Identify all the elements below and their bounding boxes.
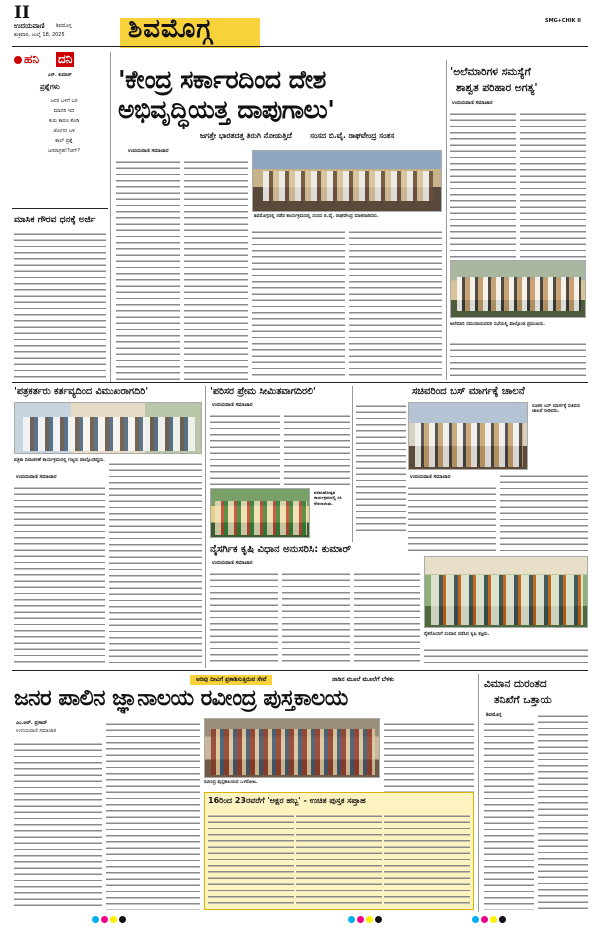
library-byline-2: ಉದಯವಾಣಿ ಸಮಾಚಾರ: [16, 728, 57, 734]
library-box-col2: [296, 812, 382, 906]
page-code: SMG+CHIK II: [545, 18, 581, 24]
mid-left-body-col1: [14, 484, 105, 666]
lead-headline-2: ಅಭಿವೃದ್ಧಿಯತ್ತ ದಾಪುಗಾಲು': [118, 95, 335, 124]
mid-left-photo-caption: ಪತ್ರಿಕಾ ದಿನಾಚರಣೆ ಕಾರ್ಯಕ್ರಮದಲ್ಲಿ ಗಣ್ಯರು ಪಾಲ್ಗೊಂಡಿದ್ದರು.: [14, 458, 105, 463]
sidebar-article-title: ಮಾಸಿಕ ಗೌರವ ಧನಕ್ಕೆ ಅರ್ಜಿ: [14, 215, 96, 225]
registration-dot-icon: [92, 916, 99, 923]
right-top-body-col2: [520, 110, 586, 258]
lead-body-col2: [184, 158, 248, 380]
mid-right-photo-caption: ನೂತನ ಬಸ್ ಮಾರ್ಗಕ್ಕೆ ಸಚಿವರು ಚಾಲನೆ ನೀಡಿದರು.: [532, 404, 581, 415]
sidebar-line: ಮಾದರಿ ಇದ: [53, 108, 75, 114]
sidebar-line: ಜನರಾಗ್ರಹ!?ಚಿಗ್?: [48, 148, 80, 154]
registration-dot-icon: [110, 916, 117, 923]
registration-dot-icon: [375, 916, 382, 923]
library-box-col3: [384, 812, 470, 906]
library-byline: ಎಂ.ಆರ್. ಪ್ರಸಾದ್: [16, 720, 48, 726]
farming-photo: [424, 556, 588, 628]
sidebar-line: ಕಾಲ್ ಪ್ರಶ್ನೆ: [55, 138, 73, 144]
lead-body-col1: [116, 158, 180, 380]
column-divider: [352, 386, 353, 542]
lead-subhead-left: ಜಗತ್ತೇ ಭಾರತದತ್ತ ತಿರುಗಿ ನೋಡುತ್ತಿದೆ: [200, 131, 292, 140]
mid-left-headline: 'ಪತ್ರಕರ್ತರು ಕರ್ತವ್ಯದಿಂದ ವಿಮುಖರಾಗದಿರಿ': [14, 386, 149, 397]
lead-photo-caption: ಶಿವಮೊಗ್ಗದಲ್ಲಿ ನಡೆದ ಕಾರ್ಯಕ್ರಮದಲ್ಲಿ ಸಂಸದ ಬಿ.ವೈ. ರಾಘವೇಂದ್ರ ಮಾತನಾಡಿದರು.: [254, 214, 379, 219]
right-top-body-col3: [450, 340, 586, 380]
registration-dot-icon: [481, 916, 488, 923]
library-headline: ಜನರ ಪಾಲಿನ ಜ್ಞಾನಾಲಯ ರವೀಂದ್ರ ಪುಸ್ತಕಾಲಯ: [14, 686, 348, 711]
sidebar: [12, 50, 108, 378]
masthead-rule: [12, 46, 588, 47]
right-top-headline-2: ಶಾಶ್ವತ ಪರಿಹಾರ ಅಗತ್ಯ': [456, 82, 538, 94]
mid-right-headline: ಸಚಿವರಿಂದ ಬಸ್ ಮಾರ್ಗಕ್ಕೆ ಚಾಲನೆ: [412, 386, 525, 397]
library-box-title: 16ರಿಂದ 23ರವರೆಗೆ 'ಅಕ್ಷರ ಹಬ್ಬ' - ಉಚಿತ ಪುಸ್ತಕ ಸಪ್ತಾಹ: [208, 796, 366, 805]
sidebar-author: ಎನ್. ಕುಮಾರ್: [48, 73, 72, 78]
library-body-col2: [106, 720, 200, 910]
registration-dot-icon: [119, 916, 126, 923]
farming-byline: ಉದಯವಾಣಿ ಸಮಾಚಾರ: [212, 560, 253, 566]
registration-dot-icon: [490, 916, 497, 923]
registration-dot-icon: [357, 916, 364, 923]
mid-center-body-col2: [284, 412, 350, 486]
section-title: ಶಿವಮೊಗ್ಗ: [128, 14, 213, 44]
sidebar-line: ಜೋಗದ ಬಳಿ: [53, 128, 75, 134]
sidebar-lines: [24, 96, 104, 156]
mid-right-photo: [408, 402, 528, 470]
issue-date: ಶುಕ್ರವಾರ, ಜುಲೈ 18, 2025: [14, 32, 65, 38]
lead-headline-1: 'ಕೇಂದ್ರ ಸರ್ಕಾರದಿಂದ ದೇಶ: [118, 65, 326, 94]
farming-headline: ನೈಸರ್ಗಿಕ ಕೃಷಿ ವಿಧಾನ ಅನುಸರಿಸಿ: ಕುಮಾರ್: [210, 544, 351, 555]
logo-text: ಹನಿ: [24, 52, 39, 66]
masthead: [0, 0, 600, 44]
logo-text-2: ದನಿ: [58, 52, 73, 66]
lead-body-col4: [349, 228, 442, 380]
lead-byline: ಉದಯವಾಣಿ ಸಮಾಚಾರ: [128, 148, 169, 154]
right-top-photo: [450, 260, 586, 318]
library-kicker-left: ಅರಿವು ದೀವಿಗೆ ಪ್ರಕಾಶಿಸುತ್ತಿರುವ ಸೇವೆ: [190, 675, 272, 685]
mid-right-body-col2: [500, 472, 588, 554]
farming-body-col4: [424, 646, 588, 666]
library-body-col1: [14, 740, 102, 910]
sidebar-line: ಕುರು ಕಾರಣ ಕೊಡಿ: [48, 118, 80, 124]
section-rule: [12, 382, 588, 383]
mid-right-intro: [356, 402, 406, 532]
farming-body-col1: [210, 570, 278, 666]
page-number: II: [14, 3, 30, 23]
sidebar-line: ಜನರ ಬಳಿಗೆ ಬರ: [50, 98, 78, 104]
column-divider: [478, 674, 479, 912]
farming-body-col3: [354, 570, 420, 666]
right-top-body-col1: [450, 110, 516, 258]
mid-center-photo-caption: ವನಮಹೋತ್ಸವ ಕಾರ್ಯಕ್ರಮದಲ್ಲಿ ಸಸಿ ನೆಡಲಾಯಿತು.: [314, 490, 342, 506]
brand-name: ಉದಯವಾಣಿ: [14, 22, 45, 30]
sidebar-logo: [14, 52, 104, 70]
mid-center-photo: [210, 488, 310, 538]
farming-body-col2: [282, 570, 350, 666]
right-bottom-body-col1: [484, 720, 534, 910]
library-photo-caption: ರವೀಂದ್ರ ಪುಸ್ತಕಾಲಯದ ಒಳನೋಟ.: [204, 780, 258, 785]
sidebar-heading: ಪ್ರಶ್ನೆಗಳು: [40, 83, 60, 91]
lead-photo: [252, 150, 442, 212]
registration-dot-icon: [101, 916, 108, 923]
edition-label: ಶಿವಮೊಗ್ಗ: [56, 23, 72, 29]
library-kicker-right: ನಾಡಿನ ಮೂಲೆ ಮೂಲೆಗೆ ಬೆಳಕು: [332, 676, 394, 683]
right-top-headline-1: 'ಅಲೆಮಾರಿಗಳ ಸಮಸ್ಯೆಗೆ: [450, 66, 531, 78]
library-box-col1: [208, 812, 294, 906]
registration-dot-icon: [366, 916, 373, 923]
library-photo: [204, 718, 380, 778]
mid-right-body-col1: [408, 484, 496, 554]
registration-marks: [0, 914, 600, 926]
farming-photo-caption: ರೈತರೊಂದಿಗೆ ಸಂವಾದ ನಡೆಸಿದ ಕೃಷಿ ತಜ್ಞರು.: [424, 632, 490, 637]
mid-left-photo: [14, 402, 202, 454]
column-divider: [110, 52, 111, 382]
lead-subhead-right: ಸಂಸದ ಬಿ.ವೈ. ರಾಘವೇಂದ್ರ ಸಂತಸ: [310, 131, 395, 140]
right-top-byline: ಉದಯವಾಣಿ ಸಮಾಚಾರ: [452, 100, 493, 106]
right-bottom-byline: ಶಿವಮೊಗ್ಗ: [486, 712, 502, 718]
logo-dot-icon: [14, 56, 22, 64]
registration-dot-icon: [499, 916, 506, 923]
right-bottom-headline-1: ವಿಮಾನ ದುರಂತದ: [484, 678, 547, 690]
right-top-photo-caption: ಅಲೆಮಾರಿ ಸಮುದಾಯದವರ ಸಭೆಯಲ್ಲಿ ಪಾಲ್ಗೊಂಡ ಪ್ರಮುಖರು.: [450, 322, 545, 327]
column-divider: [205, 386, 206, 668]
mid-left-body-col2: [109, 460, 202, 666]
sidebar-article-body: [14, 230, 106, 380]
mid-center-headline: 'ಪರಿಸರ ಪ್ರೇಮ ಸೀಮಿತವಾಗದಿರಲಿ': [210, 386, 316, 397]
lead-body-col3: [252, 228, 345, 380]
mid-left-byline: ಉದಯವಾಣಿ ಸಮಾಚಾರ: [16, 474, 57, 480]
mid-center-byline: ಉದಯವಾಣಿ ಸಮಾಚಾರ: [212, 402, 253, 408]
section-rule: [12, 670, 588, 671]
sidebar-divider: [12, 208, 108, 209]
registration-dot-icon: [348, 916, 355, 923]
mid-right-byline: ಉದಯವಾಣಿ ಸಮಾಚಾರ: [410, 474, 451, 480]
right-bottom-headline-2: ತನಿಖೆಗೆ ಒತ್ತಾಯ: [494, 694, 552, 706]
column-divider: [446, 60, 447, 380]
mid-center-body-col1: [210, 412, 280, 486]
registration-dot-icon: [472, 916, 479, 923]
right-bottom-body-col2: [538, 712, 588, 910]
